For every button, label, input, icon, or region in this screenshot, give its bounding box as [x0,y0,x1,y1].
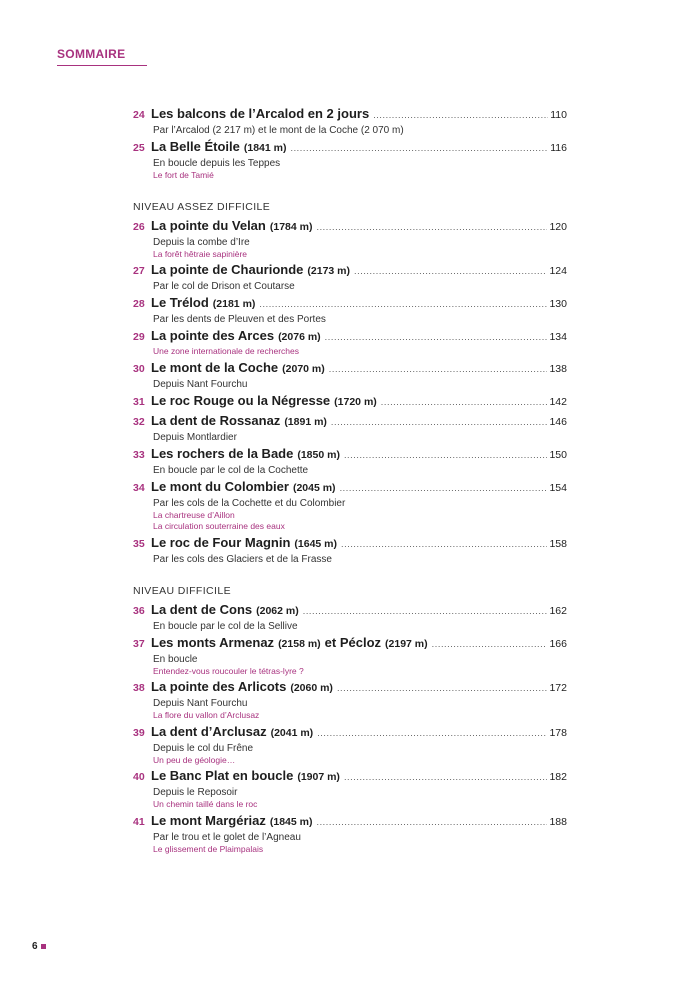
entry-title: La dent de Cons [151,601,253,617]
toc-entry[interactable] [133,216,567,236]
entry-page: 146 [549,415,567,428]
entry-page: 162 [549,604,567,617]
toc-entry[interactable] [133,633,567,653]
entry-number: 26 [133,220,145,233]
entry-title: La pointe du Velan [151,217,266,233]
entry-page: 116 [550,142,567,154]
entry-page: 188 [549,815,567,828]
entry-note: Un chemin taillé dans le roc [153,799,258,809]
entry-title: La dent de Rossanaz [151,412,281,428]
entry-title: La pointe des Arlicots [151,679,287,694]
entry-number: 27 [133,265,145,277]
section-heading: NIVEAU ASSEZ DIFFICILE [133,200,271,213]
toc-entry[interactable] [133,444,567,464]
leader-dots [341,534,547,554]
entry-page: 130 [549,298,567,310]
toc-entry[interactable] [133,677,567,697]
leader-dots [325,327,548,347]
entry-altitude: (1907 m) [297,771,340,783]
entry-title: Les rochers de la Bade [151,445,294,461]
entry-subtitle: Depuis la combe d’Ire [153,236,250,248]
entry-note: Un peu de géologie… [153,754,236,765]
entry-altitude: (2062 m) [256,604,299,617]
entry-title: Les monts Armenaz [151,634,275,650]
entry-altitude: (2158 m) [278,637,321,650]
entry-subtitle: En boucle par le col de la Cochette [153,464,309,476]
entry-altitude: (1720 m) [334,395,377,408]
entry-title: La Belle Étoile [151,139,240,154]
entry-altitude: (1891 m) [284,415,327,428]
leader-dots [317,723,547,743]
entry-note: La flore du vallon d’Arclusaz [153,710,260,720]
entry-number: 38 [133,682,145,694]
leader-dots [290,138,548,158]
entry-page: 120 [549,220,567,233]
entry-page: 154 [549,481,567,494]
leader-dots [373,105,548,125]
leader-dots [344,767,548,787]
table-of-contents [133,104,567,855]
entry-note: La chartreuse d’Aillon [153,509,235,520]
entry-page: 166 [549,637,567,650]
toc-entry[interactable] [133,293,567,313]
entry-altitude: (1841 m) [243,142,287,154]
leader-dots [381,392,548,412]
entry-title: La pointe des Arces [151,328,275,343]
entry-altitude: (1845 m) [269,815,313,828]
entry-title: Les balcons de l’Arcalod en 2 jours [151,106,370,121]
entry-subtitle: Depuis Montlardier [153,431,237,443]
toc-entry[interactable] [133,600,567,620]
leader-dots [329,359,548,379]
entry-number: 39 [133,726,145,739]
entry-subtitle: Par les cols de la Cochette et du Colombier [153,497,346,509]
entry-page: 138 [549,362,567,375]
entry-subtitle: En boucle [153,653,198,665]
entry-note: Une zone internationale de recherches [153,346,300,356]
entry-title-continued: et Pécloz [324,634,382,650]
entry-altitude: (1645 m) [294,537,338,550]
leader-dots [316,217,547,237]
entry-number: 35 [133,537,145,550]
leader-dots [303,601,548,621]
entry-subtitle: Depuis le Reposoir [153,787,238,798]
entry-title: La pointe de Chaurionde [151,262,304,277]
entry-number: 37 [133,637,145,650]
toc-entry[interactable] [133,260,567,280]
toc-entry[interactable] [133,358,567,378]
footer [32,941,46,952]
entry-subtitle: Par les cols des Glaciers et de la Frasse [153,553,332,565]
leader-dots [259,294,547,314]
entry-subtitle: Par les dents de Pleuven et des Portes [153,314,326,325]
page-title: SOMMAIRE [57,47,126,61]
entry-title: Le mont du Colombier [151,478,289,494]
entry-number: 40 [133,771,145,783]
entry-subtitle: En boucle par le col de la Sellive [153,620,298,632]
entry-page: 124 [549,265,567,277]
header-underline [57,65,147,66]
entry-number: 31 [133,395,145,408]
entry-altitude: (2181 m) [212,298,256,310]
entry-altitude: (2045 m) [292,481,336,494]
leader-dots [344,445,548,465]
square-bullet-icon [41,944,46,949]
toc-entry[interactable] [133,533,567,553]
entry-number: 28 [133,298,145,310]
entry-title: Le Banc Plat en boucle [151,768,294,783]
entry-page: 150 [549,448,567,461]
entry-page: 182 [549,771,567,783]
entry-title: La dent d’Arclusaz [151,723,267,739]
section-heading: NIVEAU DIFFICILE [133,584,231,597]
entry-page: 134 [549,331,567,343]
entry-subtitle: Par le trou et le golet de l’Agneau [153,831,301,843]
entry-page: 142 [549,395,567,408]
leader-dots [354,261,547,281]
entry-number: 29 [133,331,145,343]
entry-altitude: (2173 m) [307,265,351,277]
entry-altitude: (1784 m) [269,220,313,233]
leader-dots [331,412,548,432]
leader-dots [432,634,548,654]
entry-altitude: (2070 m) [282,362,325,375]
entry-number: 36 [133,604,145,617]
entry-subtitle: Depuis Nant Fourchu [153,698,248,709]
entry-number: 32 [133,415,145,428]
entry-note: Le fort de Tamié [153,170,214,180]
entry-note: La forêt hêtraie sapinière [153,248,248,259]
entry-page: 158 [549,537,567,550]
entry-title: Le Trélod [151,295,209,310]
toc-entry[interactable] [133,411,567,431]
toc-entry[interactable] [133,104,567,124]
entry-note: La circulation souterraine des eaux [153,521,285,531]
entry-number: 34 [133,481,145,494]
leader-dots [340,478,548,498]
toc-entry[interactable] [133,766,567,786]
entry-altitude: (1850 m) [297,448,340,461]
entry-subtitle: Par le col de Drison et Coutarse [153,281,295,292]
toc-entry[interactable] [133,722,567,742]
entry-altitude-second: (2197 m) [385,637,428,650]
entry-altitude: (2041 m) [270,726,314,739]
entry-title: Le roc Rouge ou la Négresse [151,392,331,408]
entry-title: Le mont Margériaz [151,812,266,828]
page-number: 6 [32,941,38,952]
toc-entry[interactable] [133,137,567,157]
entry-number: 30 [133,362,145,375]
entry-number: 33 [133,448,145,461]
entry-number: 25 [133,142,145,154]
entry-number: 41 [133,815,145,828]
entry-subtitle: En boucle depuis les Teppes [153,158,281,169]
entry-number: 24 [133,109,145,121]
toc-entry[interactable] [133,326,567,346]
toc-entry[interactable] [133,477,567,497]
entry-subtitle: Depuis le col du Frêne [153,742,254,754]
entry-subtitle: Depuis Nant Fourchu [153,378,248,390]
leader-dots [316,812,547,832]
toc-entry[interactable] [133,391,567,411]
entry-subtitle: Par l’Arcalod (2 217 m) et le mont de la Coche (2 070 m) [153,125,404,136]
entry-page: 178 [549,726,567,739]
entry-note: Le glissement de Plaimpalais [153,843,264,854]
entry-note: Entendez-vous roucouler le tétras-lyre ? [153,665,304,676]
entry-altitude: (2076 m) [278,331,321,343]
entry-title: Le roc de Four Magnin [151,534,291,550]
leader-dots [337,678,548,698]
entry-page: 172 [549,682,567,694]
header [57,47,147,66]
entry-title: Le mont de la Coche [151,359,279,375]
toc-entry[interactable] [133,811,567,831]
entry-altitude: (2060 m) [290,682,333,694]
entry-page: 110 [550,109,567,121]
